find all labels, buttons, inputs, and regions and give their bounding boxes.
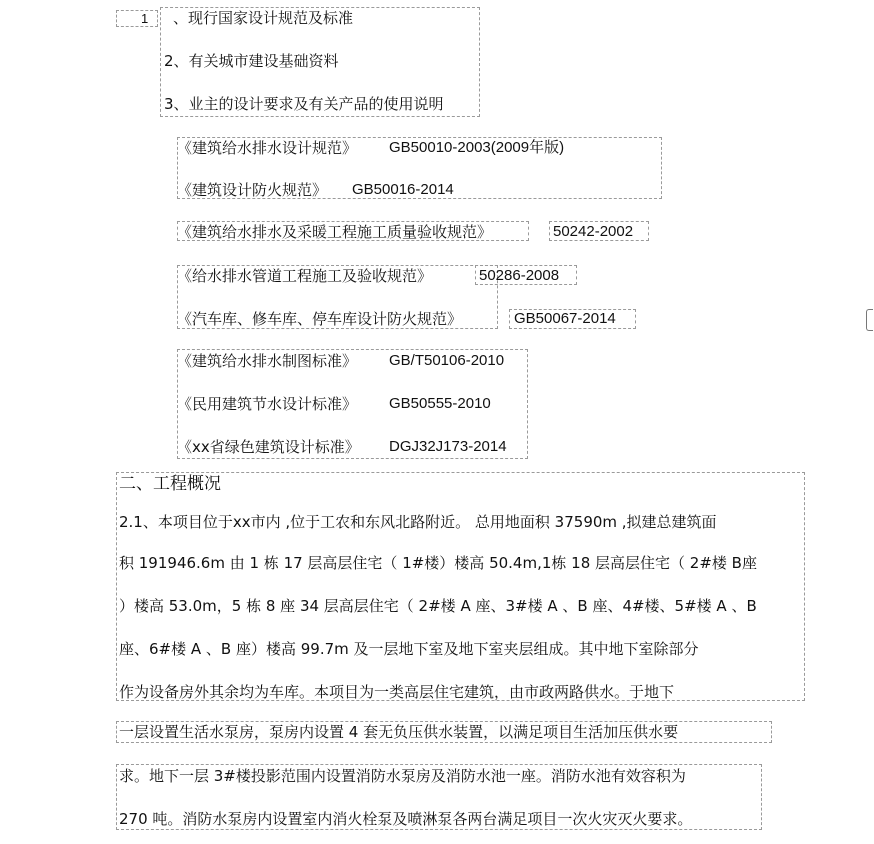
section2-paragraph-line: 作为设备房外其余均为车库。本项目为一类高层住宅建筑，由市政两路供水。于地下 — [119, 683, 675, 701]
frame-item1-number — [116, 10, 158, 27]
standard-name: 《建筑给水排水及采暖工程施工质量验收规范》 — [177, 223, 493, 241]
section2-paragraph-line: 2.1、本项目位于xx市内 ,位于工农和东风北路附近。 总用地面积 37590m ,拟建总建筑面 — [119, 513, 717, 531]
section1-item1-text: 、现行国家设计规范及标准 — [173, 9, 354, 27]
frame-section2-main — [116, 472, 805, 701]
section2-paragraph-line: 270 吨。消防水泵房内设置室内消火栓泵及喷淋泵各两台满足项目一次火灾灭火要求。 — [119, 810, 693, 828]
standard-name: 《给水排水管道工程施工及验收规范》 — [177, 267, 433, 285]
standard-name: 《民用建筑节水设计标准》 — [177, 395, 358, 413]
standard-code: GB50067-2014 — [514, 310, 616, 327]
section2-paragraph-line: 积 191946.6m 由 1 栋 17 层高层住宅（ 1#楼）楼高 50.4m,1栋 18 层高层住宅（ 2#楼 B座 — [119, 554, 757, 572]
standard-name: 《汽车库、修车库、停车库设计防火规范》 — [177, 310, 463, 328]
standard-name: 《xx省绿色建筑设计标准》 — [177, 438, 360, 456]
standard-code: DGJ32J173-2014 — [389, 438, 507, 455]
standard-code: GB50555-2010 — [389, 395, 491, 412]
section2-paragraph-line: 求。地下一层 3#楼投影范围内设置消防水泵房及消防水池一座。消防水池有效容积为 — [119, 767, 686, 785]
section1-item1-number: 1 — [141, 11, 149, 26]
section1-item3: 3、业主的设计要求及有关产品的使用说明 — [164, 95, 444, 113]
section2-paragraph-line: 一层设置生活水泵房，泵房内设置 4 套无负压供水装置，以满足项目生活加压供水要 — [119, 723, 679, 741]
section2-heading: 二、工程概况 — [119, 474, 221, 494]
standard-code: GB50010-2003(2009年版) — [389, 139, 565, 156]
standard-name: 《建筑设计防火规范》 — [177, 181, 328, 199]
standard-code: 50286-2008 — [479, 267, 560, 284]
margin-bracket-icon — [866, 309, 873, 331]
section2-paragraph-line: ）楼高 53.0m，5 栋 8 座 34 层高层住宅（ 2#楼 A 座、3#楼 A 、B 座、4#楼、5#楼 A 、B — [119, 597, 757, 615]
standard-name: 《建筑给水排水设计规范》 — [177, 139, 358, 157]
standard-code: GB50016-2014 — [352, 181, 454, 198]
standard-code: GB/T50106-2010 — [389, 352, 505, 369]
section1-item2: 2、有关城市建设基础资料 — [164, 52, 339, 70]
standard-name: 《建筑给水排水制图标准》 — [177, 352, 358, 370]
standard-code: 50242-2002 — [553, 223, 634, 240]
section2-paragraph-line: 座、6#楼 A 、B 座）楼高 99.7m 及一层地下室及地下室夹层组成。其中地下室除部分 — [119, 640, 699, 658]
